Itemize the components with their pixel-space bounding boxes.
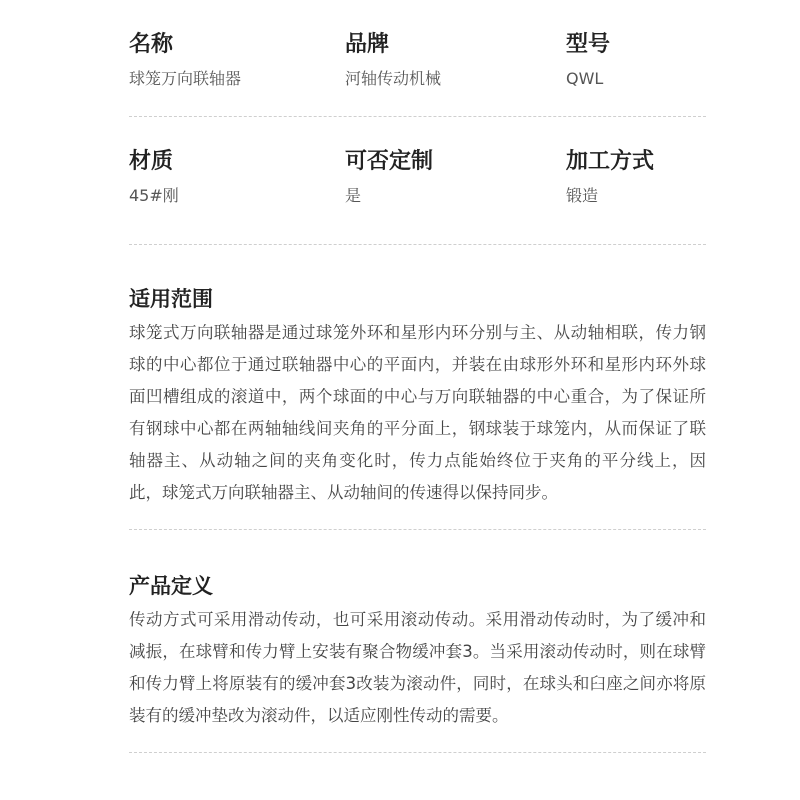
spec-material <box>129 147 179 207</box>
spec-label: 加工方式 <box>566 149 655 174</box>
spec-value: 球笼万向联轴器 <box>129 69 242 88</box>
section-title: 适用范围 <box>129 287 213 311</box>
spec-label: 型号 <box>566 32 611 57</box>
spec-value: 45#刚 <box>129 186 179 205</box>
scope-section <box>129 245 706 530</box>
spec-processing <box>566 147 654 207</box>
definition-section <box>129 530 706 753</box>
spec-model <box>566 30 610 90</box>
product-detail <box>129 0 706 753</box>
section-body: 球笼式万向联轴器是通过球笼外环和星形内环分别与主、从动轴相联，传力钢球的中心都位于通过联轴器中心的平面内，并装在由球形外环和星形内环外球面凹槽组成的滚道中，两个球面的中心与万向联轴器的中心重合，为了保证所有钢球中心都在两轴轴线间夹角的平分面上，钢球装于球笼内，从而保证了联轴器主、从动轴之间的夹角变化时，传力点能始终位于夹角的平分线上，因此，球笼式万向联轴器主、从动轴间的传速得以保持同步。 <box>129 323 706 502</box>
section-body: 传动方式可采用滑动传动，也可采用滚动传动。采用滑动传动时，为了缓冲和减振，在球臂和传力臂上安装有聚合物缓冲套3。当采用滚动传动时，则在球臂和传力臂上将原装有的缓冲套3改装为滚动件，同时，在球头和臼座之间亦将原装有的缓冲垫改为滚动件，以适应刚性传动的需要。 <box>129 610 706 725</box>
spec-value: 锻造 <box>566 186 599 205</box>
spec-label: 品牌 <box>345 32 390 57</box>
spec-brand <box>345 30 441 90</box>
spec-value: 河轴传动机械 <box>345 69 442 88</box>
spec-value: QWL <box>566 69 604 88</box>
spec-name <box>129 30 241 90</box>
spec-value: 是 <box>345 186 362 205</box>
spec-label: 材质 <box>129 149 174 174</box>
spec-customizable <box>345 147 433 207</box>
spec-label: 名称 <box>129 32 174 57</box>
spec-row <box>129 117 706 245</box>
spec-label: 可否定制 <box>345 149 434 174</box>
spec-row <box>129 0 706 117</box>
section-title: 产品定义 <box>129 574 213 598</box>
